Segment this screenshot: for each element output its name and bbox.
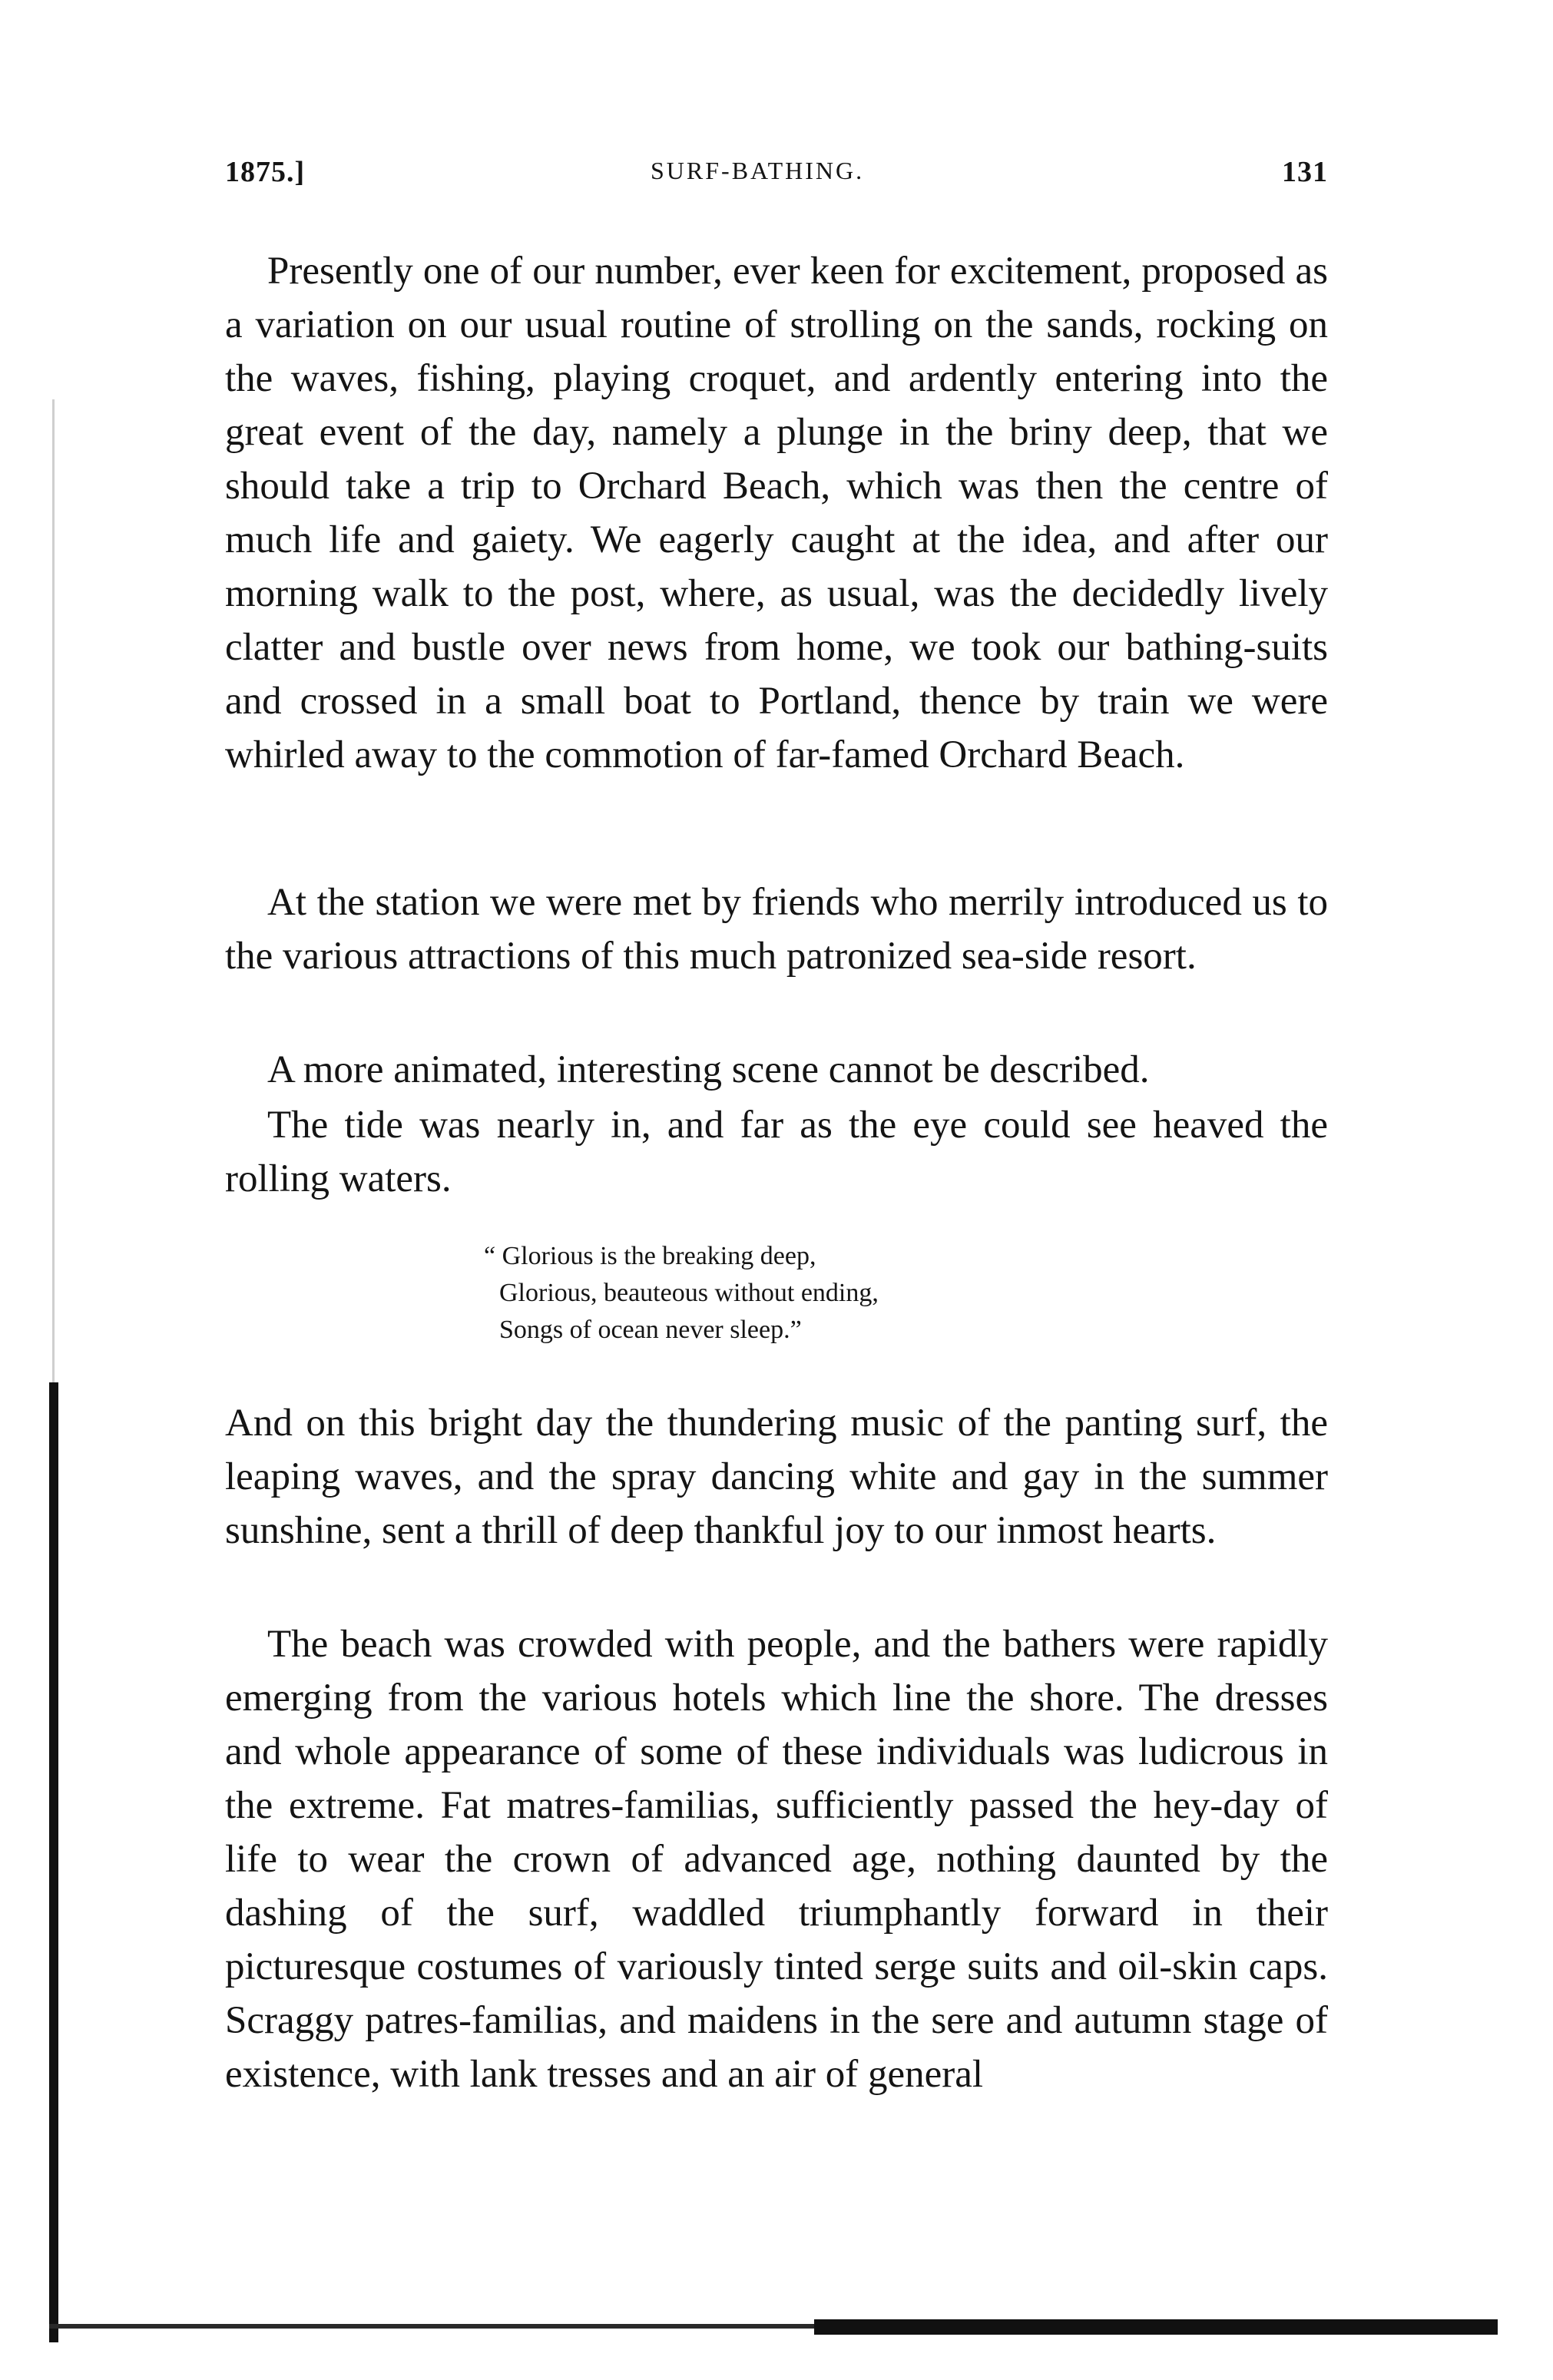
paragraph-2-text: At the station we were met by friends who merrily introduced us to the various attractions of this much patronized sea-side resort. [225,881,1328,978]
verse-line-3: Songs of ocean never sleep.” [499,1316,802,1344]
page-number: 131 [1282,156,1328,188]
header-title: SURF-BATHING. [651,157,865,184]
bottom-edge-shadow [814,2319,1498,2335]
paragraph-6 [225,1617,1328,2101]
paragraph-3-text: A more animated, interesting scene cannot be described. [267,1048,1150,1091]
paragraph-5-text: And on this bright day the thundering music of the panting surf, the leaping waves, and the spray dancing white and gay in the summer sunshine, sent a thrill of deep thankful joy to our inmost hearts. [225,1402,1328,1552]
paragraph-3 [225,1043,1328,1097]
paragraph-2 [225,876,1328,983]
paragraph-4 [225,1098,1328,1206]
binding-edge-faint [52,399,55,1382]
verse-line-2: Glorious, beauteous without ending, [499,1279,879,1307]
paragraph-1 [225,244,1328,782]
header-year: 1875.] [225,156,306,188]
paragraph-6-text: The beach was crowded with people, and the bathers were rapidly emerging from the various hotels which line the shore. The dresses and whole appearance of some of these individuals was ludicrous in the extreme. Fat matres-familias, sufficiently passed the hey-day of life to wear the crown of advanced age, nothing daunted by the dashing of the surf, waddled triumphantly forward in their picturesque costumes of variously tinted serge suits and oil-skin caps. Scraggy patres-familias, and maidens in the sere and autumn stage of existence, with lank tresses and an air of general [225,1623,1328,2096]
running-header [225,155,1328,201]
paragraph-4-text: The tide was nearly in, and far as the eye could see heaved the rolling waters. [225,1104,1328,1200]
paragraph-5 [225,1396,1328,1557]
paragraph-1-text: Presently one of our number, ever keen for excitement, proposed as a variation on our usual routine of strolling on the sands, rocking on the waves, fishing, playing croquet, and ardently entering into the great event of the day, namely a plunge in the briny deep, that we should take a trip to Orchard Beach, which was then the centre of much life and gaiety. We eagerly caught at the idea, and after our morning walk to the post, where, as usual, was the decidedly lively clatter and bustle over news from home, we took our bathing-suits and crossed in a small boat to Portland, thence by train we were whirled away to the commotion of far-famed Orchard Beach. [225,250,1328,776]
verse-quote [484,1238,1098,1349]
binding-edge [49,1382,58,2342]
verse-line-1: “ Glorious is the breaking deep, [484,1242,816,1270]
